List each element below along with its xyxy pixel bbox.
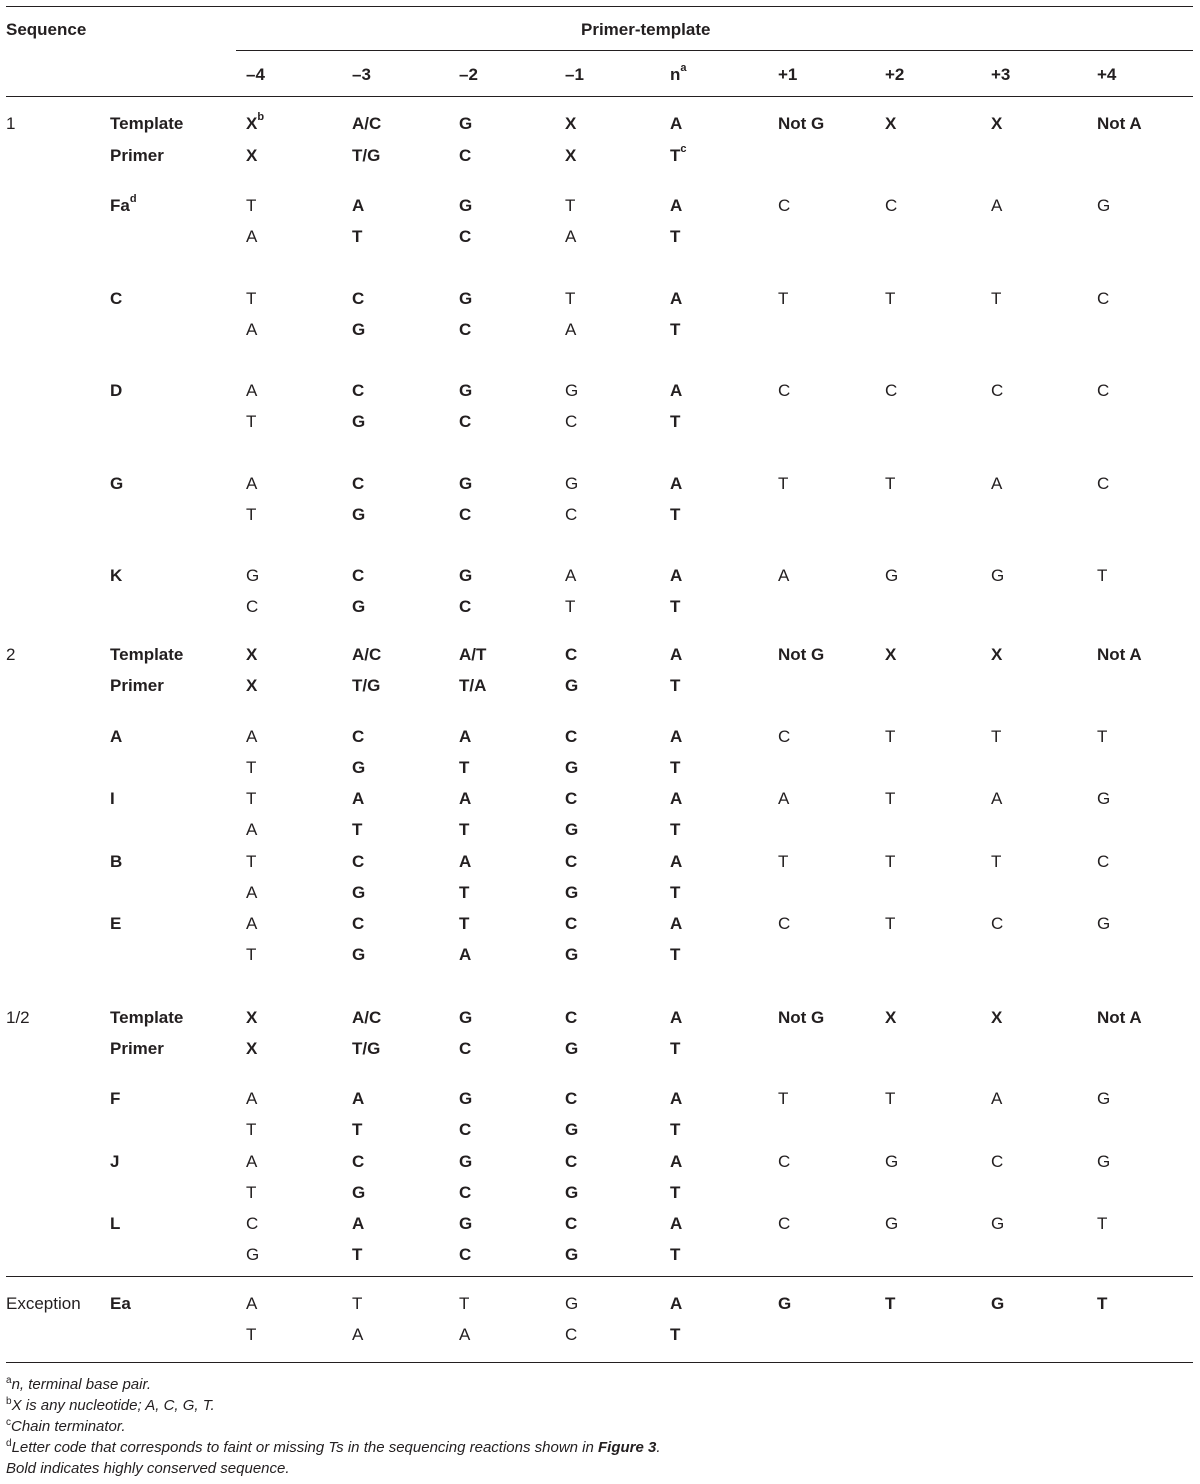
table-cell: X xyxy=(885,1008,897,1027)
table-cell: C xyxy=(459,1039,472,1058)
table-cell: T xyxy=(459,758,470,777)
table-cell: A xyxy=(670,1152,683,1171)
table-bottom-rule xyxy=(6,1362,1193,1363)
table-cell: A xyxy=(246,820,258,839)
table-cell: T xyxy=(459,914,470,933)
table-cell: A xyxy=(670,114,683,133)
table-cell: T xyxy=(670,1120,681,1139)
table-cell: A xyxy=(778,789,790,808)
table-cell: T xyxy=(565,196,576,215)
footnote xyxy=(6,1417,126,1437)
table-cell: T xyxy=(459,883,470,902)
table-cell: A xyxy=(670,1008,683,1027)
table-cell: C xyxy=(246,597,259,616)
table-cell: G xyxy=(565,381,579,400)
table-cell: T xyxy=(670,820,681,839)
table-cell: C xyxy=(246,1214,259,1233)
table-cell: A xyxy=(246,914,258,933)
footnote-text: Bold indicates highly conserved sequence. xyxy=(6,1460,290,1477)
table-cell: A xyxy=(352,1325,364,1344)
table-cell: C xyxy=(1097,474,1110,493)
table-cell: G xyxy=(352,412,366,431)
table-cell: C xyxy=(1097,852,1110,871)
table-cell: X xyxy=(246,146,258,165)
table-cell: A/C xyxy=(352,1008,382,1027)
table-cell: G xyxy=(565,758,579,777)
column-header: –3 xyxy=(352,65,371,84)
table-cell: C xyxy=(565,412,578,431)
table-cell: G xyxy=(1097,196,1111,215)
table-cell: T/G xyxy=(352,1039,381,1058)
table-cell: G xyxy=(352,945,366,964)
footnote-marker: a xyxy=(6,1375,12,1386)
table-cell: A xyxy=(352,789,365,808)
table-cell: A xyxy=(670,196,683,215)
table-cell: A xyxy=(670,1214,683,1233)
table-cell: X xyxy=(246,645,258,664)
table-cell: A xyxy=(670,645,683,664)
table-cell: A xyxy=(991,196,1003,215)
footnote-marker: a xyxy=(680,62,687,75)
sequence-header: Sequence xyxy=(6,20,87,39)
table-cell: T xyxy=(246,789,257,808)
table-cell: A xyxy=(246,1089,258,1108)
table-cell: T xyxy=(670,1245,681,1264)
table-cell: C xyxy=(778,914,791,933)
table-cell: T xyxy=(885,727,896,746)
table-cell: G xyxy=(1097,1152,1111,1171)
table-cell: C xyxy=(565,1152,578,1171)
table-cell: T xyxy=(565,289,576,308)
table-cell: A xyxy=(459,727,472,746)
row-label: I xyxy=(110,789,115,808)
table-cell: C xyxy=(565,914,578,933)
table-cell: C xyxy=(991,1152,1004,1171)
table-cell: Not A xyxy=(1097,1008,1142,1027)
table-cell: G xyxy=(778,1294,792,1313)
table-cell: C xyxy=(459,1120,472,1139)
table-cell: T xyxy=(670,1325,681,1344)
table-cell: G xyxy=(885,1152,899,1171)
table-cell: T xyxy=(246,196,257,215)
table-cell: T xyxy=(885,914,896,933)
footnote-marker: d xyxy=(129,193,137,206)
table-cell: T xyxy=(991,289,1002,308)
table-cell: Not A xyxy=(1097,114,1142,133)
table-cell: A/C xyxy=(352,645,382,664)
table-cell: G xyxy=(885,566,899,585)
table-cell: T xyxy=(459,820,470,839)
table-cell: T xyxy=(670,883,681,902)
table-cell: T xyxy=(885,1089,896,1108)
table-cell: G xyxy=(352,1183,366,1202)
table-cell: G xyxy=(565,820,579,839)
table-cell: C xyxy=(778,727,791,746)
table-cell: T xyxy=(246,852,257,871)
table-cell: A xyxy=(352,196,365,215)
table-cell: T xyxy=(565,597,576,616)
header-span-rule xyxy=(236,50,1193,51)
table-cell: T xyxy=(1097,727,1108,746)
header-bottom-rule xyxy=(6,96,1193,97)
table-cell: T xyxy=(778,289,789,308)
table-cell: A xyxy=(352,1089,365,1108)
table-cell: C xyxy=(352,474,365,493)
table-cell: T xyxy=(352,1120,363,1139)
table-cell: T xyxy=(991,852,1002,871)
table-cell: C xyxy=(778,1152,791,1171)
table-cell: A xyxy=(459,945,472,964)
table-cell: G xyxy=(459,474,473,493)
table-cell: G xyxy=(459,1152,473,1171)
table-cell: G xyxy=(352,320,366,339)
table-cell: X xyxy=(246,1039,258,1058)
table-cell: A xyxy=(991,1089,1003,1108)
table-cell: T xyxy=(246,758,257,777)
table-cell: T xyxy=(778,852,789,871)
row-label: Template xyxy=(110,114,184,133)
table-cell: G xyxy=(1097,914,1111,933)
table-cell: A xyxy=(459,852,472,871)
table-cell: C xyxy=(459,412,472,431)
table-cell: X xyxy=(991,114,1003,133)
table-cell: T xyxy=(670,505,681,524)
footnote xyxy=(6,1438,661,1458)
group-label: 1 xyxy=(6,114,16,133)
row-label: K xyxy=(110,566,123,585)
table-cell: T xyxy=(1097,1294,1108,1313)
table-cell: G xyxy=(885,1214,899,1233)
table-cell: T xyxy=(885,474,896,493)
table-cell: A xyxy=(670,566,683,585)
table-cell: A xyxy=(246,727,258,746)
row-label: Template xyxy=(110,1008,184,1027)
table-cell: A xyxy=(352,1214,365,1233)
group-label: 2 xyxy=(6,645,16,664)
table-cell: C xyxy=(1097,289,1110,308)
row-label: Primer xyxy=(110,1039,164,1058)
row-label: A xyxy=(110,727,123,746)
table-cell: G xyxy=(565,1183,579,1202)
table-cell: T xyxy=(1097,566,1108,585)
table-cell: $X^b$ xyxy=(246,111,265,133)
table-cell: G xyxy=(246,566,260,585)
table-cell: Not G xyxy=(778,645,825,664)
table-cell: A xyxy=(246,227,258,246)
table-cell: G xyxy=(352,758,366,777)
table-cell: G xyxy=(565,1294,579,1313)
table-cell: G xyxy=(991,1214,1005,1233)
table-cell: T xyxy=(991,727,1002,746)
table-cell: C xyxy=(778,381,791,400)
table-cell: A xyxy=(459,789,472,808)
table-top-rule xyxy=(6,6,1193,7)
table-cell: T xyxy=(670,412,681,431)
footnote-text: n, terminal base pair. xyxy=(11,1376,152,1393)
table-cell: T xyxy=(1097,1214,1108,1233)
table-cell: C xyxy=(991,381,1004,400)
table-cell: G xyxy=(991,1294,1005,1313)
table-cell: X xyxy=(885,645,897,664)
table-cell: T xyxy=(459,1294,470,1313)
table-cell: G xyxy=(565,945,579,964)
row-label: Primer xyxy=(110,676,164,695)
table-cell: A xyxy=(246,883,258,902)
footnote-marker: b xyxy=(6,1396,12,1407)
table-cell: G xyxy=(246,1245,260,1264)
table-cell: X xyxy=(246,676,258,695)
footnote-marker: d xyxy=(6,1438,12,1449)
column-header: +2 xyxy=(885,65,905,84)
table-cell: C xyxy=(565,1325,578,1344)
table-cell: C xyxy=(885,381,898,400)
table-cell: T xyxy=(885,852,896,871)
table-cell: C xyxy=(565,727,578,746)
table-cell: G xyxy=(459,1214,473,1233)
table-cell: T xyxy=(352,1294,363,1313)
table-cell: G xyxy=(352,883,366,902)
table-cell: T xyxy=(246,1120,257,1139)
table-cell: A xyxy=(670,914,683,933)
table-cell: Not G xyxy=(778,114,825,133)
table-cell: T xyxy=(670,945,681,964)
table-cell: A xyxy=(565,227,577,246)
table-cell: C xyxy=(459,597,472,616)
table-cell: T/G xyxy=(352,146,381,165)
table-cell: X xyxy=(246,1008,258,1027)
row-label: Template xyxy=(110,645,184,664)
table-cell: C xyxy=(565,1089,578,1108)
column-header: –1 xyxy=(565,65,584,84)
column-header: $n^a$ xyxy=(670,62,687,84)
table-cell: A xyxy=(670,381,683,400)
table-cell: T xyxy=(670,320,681,339)
column-header: –4 xyxy=(246,65,265,84)
table-cell: G xyxy=(565,1039,579,1058)
table-cell: A xyxy=(246,320,258,339)
table-cell: Not A xyxy=(1097,645,1142,664)
table-cell: C xyxy=(565,1214,578,1233)
table-cell: A xyxy=(778,566,790,585)
table-cell: X xyxy=(885,114,897,133)
table-cell: X xyxy=(991,645,1003,664)
table-cell: C xyxy=(352,381,365,400)
table-cell: A/T xyxy=(459,645,487,664)
table-cell: C xyxy=(459,505,472,524)
table-cell: C xyxy=(565,852,578,871)
footnote-marker: c xyxy=(6,1417,11,1428)
row-label: E xyxy=(110,914,122,933)
table-cell: A/C xyxy=(352,114,382,133)
table-cell: T xyxy=(885,289,896,308)
table-cell: G xyxy=(565,474,579,493)
row-label: F xyxy=(110,1089,121,1108)
table-cell: G xyxy=(565,1245,579,1264)
table-cell: T xyxy=(670,758,681,777)
table-cell: G xyxy=(352,597,366,616)
table-cell: X xyxy=(991,1008,1003,1027)
table-cell: X xyxy=(565,114,577,133)
table-cell: T xyxy=(885,789,896,808)
table-cell: A xyxy=(246,1294,258,1313)
row-label: C xyxy=(110,289,123,308)
table-cell: C xyxy=(352,566,365,585)
table-cell: X xyxy=(565,146,577,165)
table-cell: A xyxy=(670,852,683,871)
footnote-text: Letter code that corresponds to faint or missing Ts in the sequencing reactions shown in Figure 3. xyxy=(11,1439,661,1456)
table-cell: C xyxy=(991,914,1004,933)
table-cell: T xyxy=(246,289,257,308)
table-cell: C xyxy=(352,1152,365,1171)
row-label: G xyxy=(110,474,124,493)
column-header: –2 xyxy=(459,65,478,84)
table-cell: G xyxy=(991,566,1005,585)
table-cell: G xyxy=(1097,789,1111,808)
table-cell: T xyxy=(352,1245,363,1264)
table-cell: T/A xyxy=(459,676,487,695)
table-cell: T xyxy=(670,1039,681,1058)
table-cell: T xyxy=(885,1294,896,1313)
table-cell: C xyxy=(778,1214,791,1233)
table-cell: G xyxy=(459,566,473,585)
table-cell: A xyxy=(565,320,577,339)
table-cell: G xyxy=(565,1120,579,1139)
table-cell: A xyxy=(670,1294,683,1313)
table-cell: T xyxy=(246,1183,257,1202)
table-cell: T xyxy=(352,820,363,839)
table-cell: G xyxy=(352,505,366,524)
table-cell: T xyxy=(246,1325,257,1344)
table-cell: C xyxy=(778,196,791,215)
table-cell: T xyxy=(246,412,257,431)
column-header: +4 xyxy=(1097,65,1117,84)
footnote xyxy=(6,1459,290,1479)
table-cell: C xyxy=(459,227,472,246)
column-header: +3 xyxy=(991,65,1011,84)
table-cell: C xyxy=(565,789,578,808)
table-cell: C xyxy=(352,289,365,308)
table-cell: G xyxy=(1097,1089,1111,1108)
table-cell: G xyxy=(459,1089,473,1108)
table-cell: C xyxy=(352,852,365,871)
table-cell: T xyxy=(778,474,789,493)
row-label: Primer xyxy=(110,146,164,165)
table-cell: C xyxy=(1097,381,1110,400)
table-cell: G xyxy=(459,196,473,215)
footnote-marker: c xyxy=(680,143,687,156)
table-cell: G xyxy=(459,1008,473,1027)
table-cell: A xyxy=(246,381,258,400)
table-cell: C xyxy=(565,645,578,664)
table-cell: G xyxy=(565,883,579,902)
table-cell: C xyxy=(459,1183,472,1202)
table-cell: T xyxy=(246,945,257,964)
table-cell: A xyxy=(670,474,683,493)
table-cell: A xyxy=(246,1152,258,1171)
table-cell: G xyxy=(459,289,473,308)
footnote xyxy=(6,1396,215,1416)
row-label: Ea xyxy=(110,1294,131,1313)
table-cell: T xyxy=(670,597,681,616)
table-cell: C xyxy=(459,146,472,165)
table-cell: A xyxy=(459,1325,471,1344)
row-label: J xyxy=(110,1152,120,1171)
footnote-marker: b xyxy=(257,111,265,124)
row-label: B xyxy=(110,852,123,871)
table-cell: Not G xyxy=(778,1008,825,1027)
table-cell: G xyxy=(565,676,579,695)
footnote-text: X is any nucleotide; A, C, G, T. xyxy=(11,1397,215,1414)
table-cell: C xyxy=(565,1008,578,1027)
row-label: L xyxy=(110,1214,121,1233)
table-cell: A xyxy=(565,566,577,585)
table-cell: A xyxy=(991,474,1003,493)
table-cell: T xyxy=(670,1183,681,1202)
table-cell: G xyxy=(459,114,473,133)
table-cell: C xyxy=(459,320,472,339)
table-cell: $T^c$ xyxy=(670,143,687,165)
table-cell: A xyxy=(670,789,683,808)
table-cell: G xyxy=(459,381,473,400)
table-cell: T/G xyxy=(352,676,381,695)
footnote xyxy=(6,1375,151,1395)
table-cell: C xyxy=(885,196,898,215)
row-label: Fa$^d$ xyxy=(110,193,137,215)
table-cell: T xyxy=(246,505,257,524)
table-cell: A xyxy=(670,1089,683,1108)
exception-rule xyxy=(6,1276,1193,1277)
table-cell: C xyxy=(352,914,365,933)
table-cell: C xyxy=(565,505,578,524)
group-label: Exception xyxy=(6,1294,81,1313)
table-cell: T xyxy=(670,227,681,246)
table-cell: T xyxy=(670,676,681,695)
group-label: 1/2 xyxy=(6,1008,30,1027)
table-cell: A xyxy=(246,474,258,493)
table-cell: A xyxy=(670,289,683,308)
table-cell: C xyxy=(352,727,365,746)
primer-template-header: Primer-template xyxy=(581,20,711,39)
row-label: D xyxy=(110,381,123,400)
table-cell: A xyxy=(670,727,683,746)
footnote-text: Chain terminator. xyxy=(11,1418,126,1435)
table-cell: T xyxy=(778,1089,789,1108)
table-cell: T xyxy=(352,227,363,246)
column-header: +1 xyxy=(778,65,798,84)
table-cell: A xyxy=(991,789,1003,808)
table-cell: C xyxy=(459,1245,472,1264)
